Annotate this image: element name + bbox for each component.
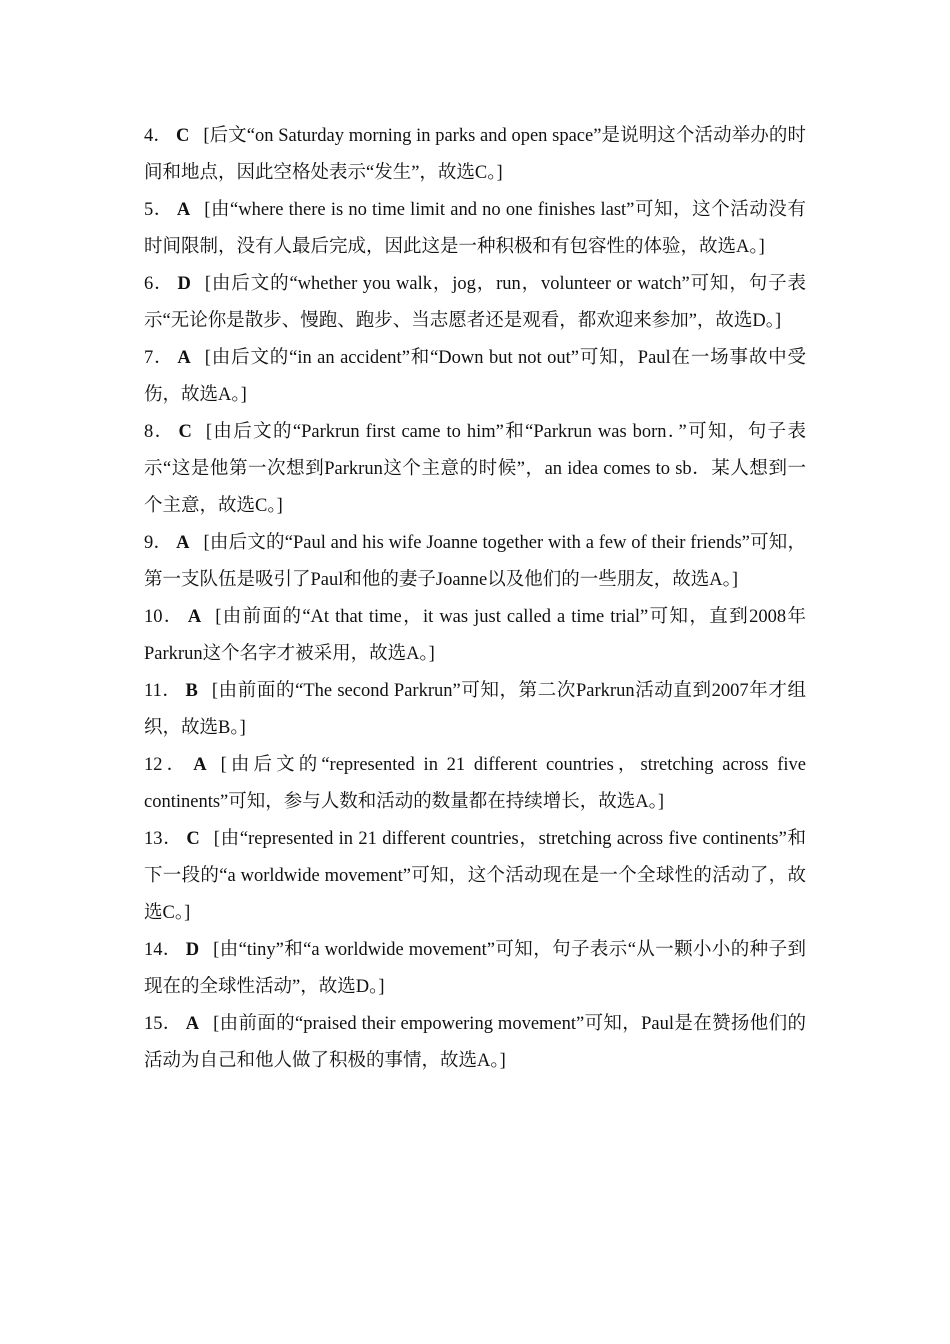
question-number: 11． — [144, 681, 182, 701]
question-number: 9． — [144, 533, 173, 553]
question-number: 14． — [144, 940, 182, 960]
answer-letter: C — [175, 126, 190, 146]
answer-explanation: [由后文的“represented in 21 different countries，stretching across five continents”可知，参与人数和活动的数量都在持续增长，故选A。] — [144, 755, 806, 812]
answer-explanation: [由后文的“in an accident”和“Down but not out”可知，Paul在一场事故中受伤，故选A。] — [144, 348, 806, 405]
answer-item-7 — [144, 340, 806, 414]
question-number: 10． — [144, 607, 184, 627]
answer-explanation: [后文“on Saturday morning in parks and open space”是说明这个活动举办的时间和地点，因此空格处表示“发生”，故选C。] — [144, 126, 806, 183]
answer-explanation: [由后文的“whether you walk，jog，run，volunteer or watch”可知，句子表示“无论你是散步、慢跑、跑步、当志愿者还是观看，都欢迎来参加”，故选D。] — [144, 274, 806, 331]
answer-explanation: [由“tiny”和“a worldwide movement”可知，句子表示“从一颗小小的种子到现在的全球性活动”，故选D。] — [144, 940, 806, 997]
answer-item-13 — [144, 821, 806, 932]
answer-explanations — [144, 118, 806, 1080]
question-number: 15． — [144, 1014, 182, 1034]
answer-item-10 — [144, 599, 806, 673]
answer-item-6 — [144, 266, 806, 340]
answer-item-8 — [144, 414, 806, 525]
answer-item-15 — [144, 1006, 806, 1080]
answer-item-5 — [144, 192, 806, 266]
answer-explanation: [由前面的“At that time，it was just called a time trial”可知，直到2008年Parkrun这个名字才被采用，故选A。] — [144, 607, 806, 664]
question-number: 8． — [144, 422, 175, 442]
question-number: 12． — [144, 755, 190, 775]
answer-letter: B — [185, 681, 198, 701]
answer-explanation: [由“where there is no time limit and no one finishes last”可知，这个活动没有时间限制，没有人最后完成，因此这是一种积极和有包容性的体验，故选A。] — [144, 200, 806, 257]
answer-explanation: [由后文的“Parkrun first came to him”和“Parkrun was born．”可知，句子表示“这是他第一次想到Parkrun这个主意的时候”，an idea comes to sb．某人想到一个主意，故选C。] — [144, 422, 806, 516]
answer-letter: A — [176, 533, 190, 553]
question-number: 4． — [144, 126, 172, 146]
answer-item-4 — [144, 118, 806, 192]
answer-explanation: [由前面的“praised their empowering movement”可知，Paul是在赞扬他们的活动为自己和他人做了积极的事情，故选A。] — [144, 1014, 806, 1071]
question-number: 5． — [144, 200, 173, 220]
answer-letter: A — [187, 607, 202, 627]
answer-letter: D — [185, 940, 200, 960]
answer-letter: A — [185, 1014, 200, 1034]
answer-explanation: [由“represented in 21 different countries，stretching across five continents”和下一段的“a worldwide movement”可知，这个活动现在是一个全球性的活动了，故选C。] — [144, 829, 806, 923]
question-number: 13． — [144, 829, 183, 849]
answer-letter: C — [178, 422, 192, 442]
answer-item-14 — [144, 932, 806, 1006]
answer-letter: C — [186, 829, 200, 849]
answer-explanation: [由后文的“Paul and his wife Joanne together with a few of their friends”可知，第一支队伍是吸引了Paul和他的妻子Joanne以及他们的一些朋友，故选A。] — [144, 533, 806, 590]
answer-letter: A — [193, 755, 207, 775]
question-number: 7． — [144, 348, 174, 368]
answer-letter: A — [176, 200, 191, 220]
question-number: 6． — [144, 274, 174, 294]
answer-item-11 — [144, 673, 806, 747]
answer-explanation: [由前面的“The second Parkrun”可知，第二次Parkrun活动直到2007年才组织，故选B。] — [144, 681, 806, 738]
answer-item-9 — [144, 525, 806, 599]
answer-letter: A — [177, 348, 191, 368]
answer-item-12 — [144, 747, 806, 821]
answer-letter: D — [177, 274, 191, 294]
